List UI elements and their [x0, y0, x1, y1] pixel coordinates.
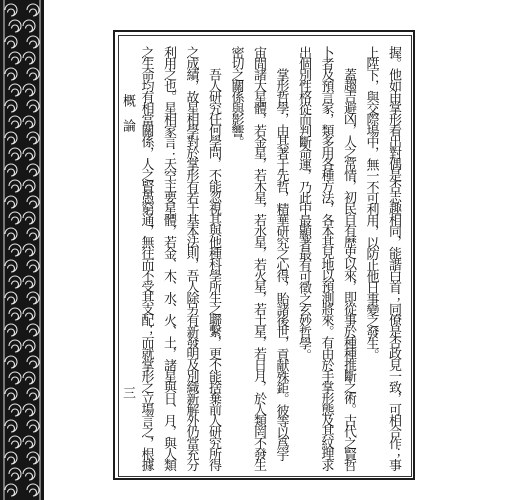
text-column: 握。他如由掌形看出對偶是否志趣相同，能諧白首；同僚是否政見一致，可相合作；事: [386, 46, 401, 470]
spine-background: [0, 0, 44, 500]
book-spine-pattern: [0, 0, 44, 500]
text-column: 之成績，故星相學對於掌形有若干基本法則，吾人除另有新發明及別織新解外仍當充分: [183, 46, 199, 470]
text-column: 宙間諸大星體，若金星，若木星，若水星，若火星，若土星，若日月，於人類罔不發生: [251, 46, 266, 470]
text-column: 之生命均有相當關係，人之賢愚窮通，無往而不受其支配；而就掌形之立場言之，根據: [138, 46, 154, 470]
text-column: 蓋趨吉避凶，人之常情，初民自有歷史以來，即從事於種種推斷之術。古代之賢哲: [341, 67, 356, 471]
text-column: 利用之也。星相家言：天空主要星體，若金、木、水、火、土，諸星與日、月，與人類: [161, 46, 176, 470]
text-column: 卜者及預言家，類多用各種方法，各本其見地以預測將來。有由於手掌形態及其紋理求: [318, 46, 334, 470]
chapter-title: 概論: [120, 94, 135, 144]
text-column: 上陞下，與交際場中，無一不可利用，以防止他日事變之發生。: [363, 46, 379, 360]
text-column: 密切之關係與影響。: [228, 46, 244, 147]
text-column: 吾人研究任何學問，不能忽視其與他種科學所生之聯繫，更不能捨棄前人研究所得: [206, 67, 221, 471]
text-column: 掌形哲學，由其著于先哲，精華研究之心得，貽諸後世，貢献殊鉅。彼等以爲宇: [273, 68, 289, 461]
text-column: 出個別性格從而判斷命運，乃此中最顯著最有可徵之玄妙哲學。: [296, 46, 311, 360]
page-number: 三: [120, 386, 135, 399]
